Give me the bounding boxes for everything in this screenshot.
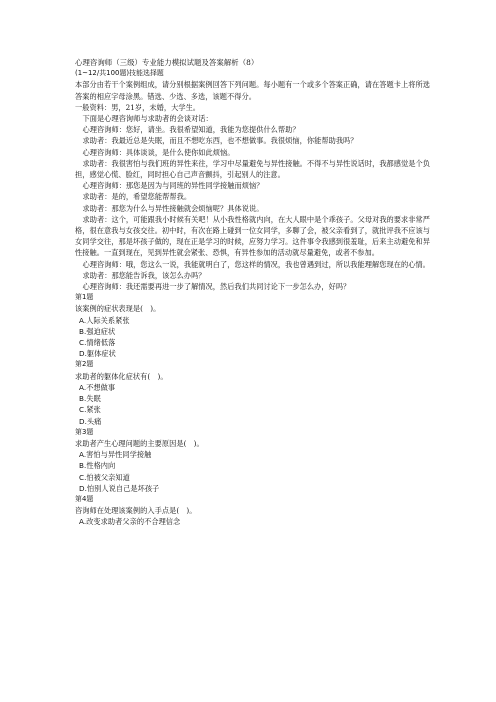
option-letter: A. [79,517,87,527]
option-text: 不想做事 [86,382,116,392]
question-label: 第2题 [75,360,94,369]
answer-option[interactable] [75,460,430,471]
option-text: 强迫症状 [86,326,116,336]
question-stem: 该案例的症状表现是( )。 [75,304,161,314]
answer-option[interactable] [75,337,430,348]
option-letter: B. [79,326,87,336]
answer-option[interactable] [75,516,430,527]
answer-option[interactable] [75,483,430,494]
answer-option[interactable] [75,404,430,415]
question-stem: 咨询师在处理该案例的入手点是( )。 [75,506,197,516]
case-info: 一般资料：男，21岁，未婚，大学生。 [75,102,201,112]
option-letter: A. [79,315,87,325]
answer-option[interactable] [75,472,430,483]
option-letter: C. [79,338,87,348]
option-letter: D. [79,483,87,493]
section-header: (1~12/共100题)技能选择题 [75,69,164,78]
option-text: 躯体症状 [86,349,116,359]
question-stem: 求助者的躯体化症状有( )。 [75,371,168,381]
dialogue-line: 求助者：我最近总是失眠，而且不想吃东西，也不想做事。我很烦恼，你能帮助我吗？ [82,136,358,146]
option-letter: C. [79,405,87,415]
question-stem: 求助者产生心理问题的主要原因是( )。 [75,438,204,448]
dialogue-line: 求助者：这个，可能跟我小时候有关吧！从小我性格就内向，在大人眼中是个乖孩子。父母对我的要求非常严格，很在意我与女孩交往。初中时，有次在路上碰到一位女同学，多聊了会，被父亲看到了，就批评我不应该与女同学交往，那是坏孩子做的，现在正是学习的时候，应努力学习。这件事令我感到很羞耻，后来主动避免和异性接触。一直到现在，见到异性就会紧张、恐惧，有异性参加的活动就尽量避免，或者不参加。 [75,214,430,258]
dialogue-line: 心理咨询师：您好，请坐。我很希望知道，我能为您提供什么帮助？ [82,125,300,135]
option-text: 失眠 [86,394,101,404]
question-label: 第4题 [75,494,94,503]
option-text: 怕被父亲知道 [86,472,130,482]
option-text: 紧张 [86,405,101,415]
option-letter: A. [79,450,87,460]
option-text: 人际关系紧张 [86,315,130,325]
dialogue-line: 求助者：那您为什么与异性接触就会烦恼呢？具体说说。 [82,203,264,213]
answer-option[interactable] [75,315,430,326]
dialogue-line: 求助者：那您能告诉我，该怎么办吗？ [82,270,206,280]
dialogue-line: 求助者：是的，希望您能帮帮我。 [82,192,192,202]
option-text: 头痛 [86,416,102,426]
dialogue-intro: 下面是心理咨询师与求助者的会谈对话： [82,114,213,124]
question-label: 第3题 [75,427,94,436]
option-letter: A. [79,382,87,392]
option-text: 改变求助者父亲的不合理信念 [86,517,181,527]
option-text: 怕别人说自己是坏孩子 [86,483,160,493]
instructions: 本部分由若干个案例组成，请分别根据案例回答下列问题。每小题有一个或多个答案正确，请在答题卡上将所选答案的相应字母涂黑。错选、少选、多选，该题不得分。 [75,80,430,101]
option-letter: D. [79,349,87,359]
answer-option[interactable] [75,382,430,393]
option-letter: B. [79,461,87,471]
answer-option[interactable] [75,326,430,337]
option-text: 害怕与异性同学接触 [86,450,152,460]
option-text: 情绪低落 [86,338,116,348]
answer-option[interactable] [75,348,430,359]
answer-option[interactable] [75,416,430,427]
option-letter: C. [79,472,87,482]
document-body [75,57,430,528]
document-title: 心理咨询师（三级）专业能力模拟试题及答案解析（8） [75,58,259,67]
dialogue-line: 心理咨询师：哦，您这么一说，我能就明白了，您这样的情况，我也曾遇到过，所以我能理解您现在的心情。 [82,259,430,269]
option-text: 性格内向 [86,461,116,471]
dialogue-line: 求助者：我很害怕与我们班的异性来往，学习中尽量避免与异性接触。不得不与异性说话时，我都感觉是个负担，感觉心慌、脸红，同时担心自己声音颤抖，引起别人的注意。 [75,158,430,180]
option-letter: D. [79,416,87,426]
dialogue-line: 心理咨询师：具体谈谈，是什么使你如此烦恼。 [82,147,235,157]
dialogue-line: 心理咨询师：我还需要再进一步了解情况，然后我们共同讨论下一步怎么办，好吗？ [82,282,351,292]
option-letter: B. [79,394,87,404]
answer-option[interactable] [75,393,430,404]
answer-option[interactable] [75,449,430,460]
dialogue-line: 心理咨询师：那您是因为与同班的异性同学接触而烦恼？ [82,181,264,191]
question-label: 第1题 [75,293,94,302]
